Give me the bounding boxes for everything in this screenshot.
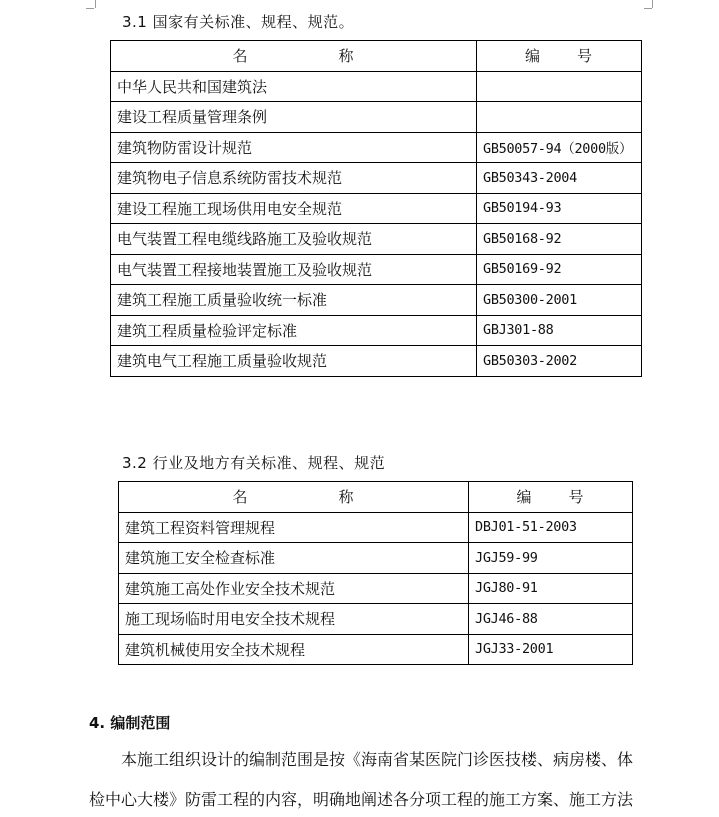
header-code-char-2: 号 [577, 47, 594, 66]
standard-name: 电气装置工程电缆线路施工及验收规范 [111, 224, 477, 255]
standard-name: 中华人民共和国建筑法 [111, 71, 477, 102]
standard-code: JGJ33-2001 [469, 634, 633, 665]
scope-paragraph-line-2: 检中心大楼》防雷工程的内容，明确地阐述各分项工程的施工方案、施工方法 [89, 790, 634, 809]
table-row [111, 346, 642, 377]
standard-name: 电气装置工程接地装置施工及验收规范 [111, 254, 477, 285]
standard-code: JGJ46-88 [469, 604, 633, 635]
table-row [111, 193, 642, 224]
standard-name: 建设工程质量管理条例 [111, 102, 477, 133]
table-header-row [119, 482, 633, 513]
standard-code: GB50169-92 [477, 254, 642, 285]
standard-code: JGJ80-91 [469, 573, 633, 604]
table-row [119, 543, 633, 574]
standard-code [477, 71, 642, 102]
table-row [111, 132, 642, 163]
page-corner-mark-right-h [644, 8, 652, 9]
standard-code: GB50300-2001 [477, 285, 642, 316]
standard-name: 建设工程施工现场供用电安全规范 [111, 193, 477, 224]
table-row [119, 573, 633, 604]
national-standards-table [110, 40, 642, 377]
table-row [111, 224, 642, 255]
standard-name: 施工现场临时用电安全技术规程 [119, 604, 469, 635]
standard-name: 建筑电气工程施工质量验收规范 [111, 346, 477, 377]
standard-name: 建筑工程施工质量验收统一标准 [111, 285, 477, 316]
table-row [119, 604, 633, 635]
table-row [119, 512, 633, 543]
standard-code: GB50303-2002 [477, 346, 642, 377]
standard-code: JGJ59-99 [469, 543, 633, 574]
standard-code: GB50194-93 [477, 193, 642, 224]
section-4-heading: 4. 编制范围 [89, 714, 171, 732]
standard-code [477, 102, 642, 133]
header-name-char-2: 称 [338, 488, 355, 507]
table-row [111, 254, 642, 285]
standard-code: GB50343-2004 [477, 163, 642, 194]
standard-name: 建筑施工高处作业安全技术规范 [119, 573, 469, 604]
section-3-1-title: 3.1 国家有关标准、规程、规范。 [122, 13, 355, 31]
standard-name: 建筑施工安全检查标准 [119, 543, 469, 574]
standard-code: GB50057-94（2000版） [477, 132, 642, 163]
table-row [111, 285, 642, 316]
industry-standards-table [118, 481, 633, 665]
table-row [111, 71, 642, 102]
column-header-code [477, 41, 642, 72]
column-header-code [469, 482, 633, 513]
standard-name: 建筑工程资料管理规程 [119, 512, 469, 543]
standard-code: DBJ01-51-2003 [469, 512, 633, 543]
table-header-row [111, 41, 642, 72]
table-row [111, 102, 642, 133]
header-name-char-2: 称 [338, 47, 355, 66]
section-3-2-title: 3.2 行业及地方有关标准、规程、规范 [122, 454, 386, 472]
standard-name: 建筑物防雷设计规范 [111, 132, 477, 163]
page-corner-mark-left-h [86, 8, 94, 9]
column-header-name [111, 41, 477, 72]
standard-code: GB50168-92 [477, 224, 642, 255]
header-name-char-1: 名 [232, 47, 249, 66]
standard-code: GBJ301-88 [477, 315, 642, 346]
scope-paragraph-line-1: 本施工组织设计的编制范围是按《海南省某医院门诊医技楼、病房楼、体 [121, 750, 634, 769]
standard-name: 建筑物电子信息系统防雷技术规范 [111, 163, 477, 194]
header-name-char-1: 名 [232, 488, 249, 507]
header-code-char-2: 号 [568, 488, 585, 507]
standard-name: 建筑工程质量检验评定标准 [111, 315, 477, 346]
column-header-name [119, 482, 469, 513]
table-row [111, 315, 642, 346]
standard-name: 建筑机械使用安全技术规程 [119, 634, 469, 665]
table-row [111, 163, 642, 194]
header-code-char-1: 编 [524, 47, 541, 66]
header-code-char-1: 编 [516, 488, 533, 507]
page-corner-mark-right [652, 0, 663, 8]
table-row [119, 634, 633, 665]
page-corner-mark-left [85, 0, 96, 8]
